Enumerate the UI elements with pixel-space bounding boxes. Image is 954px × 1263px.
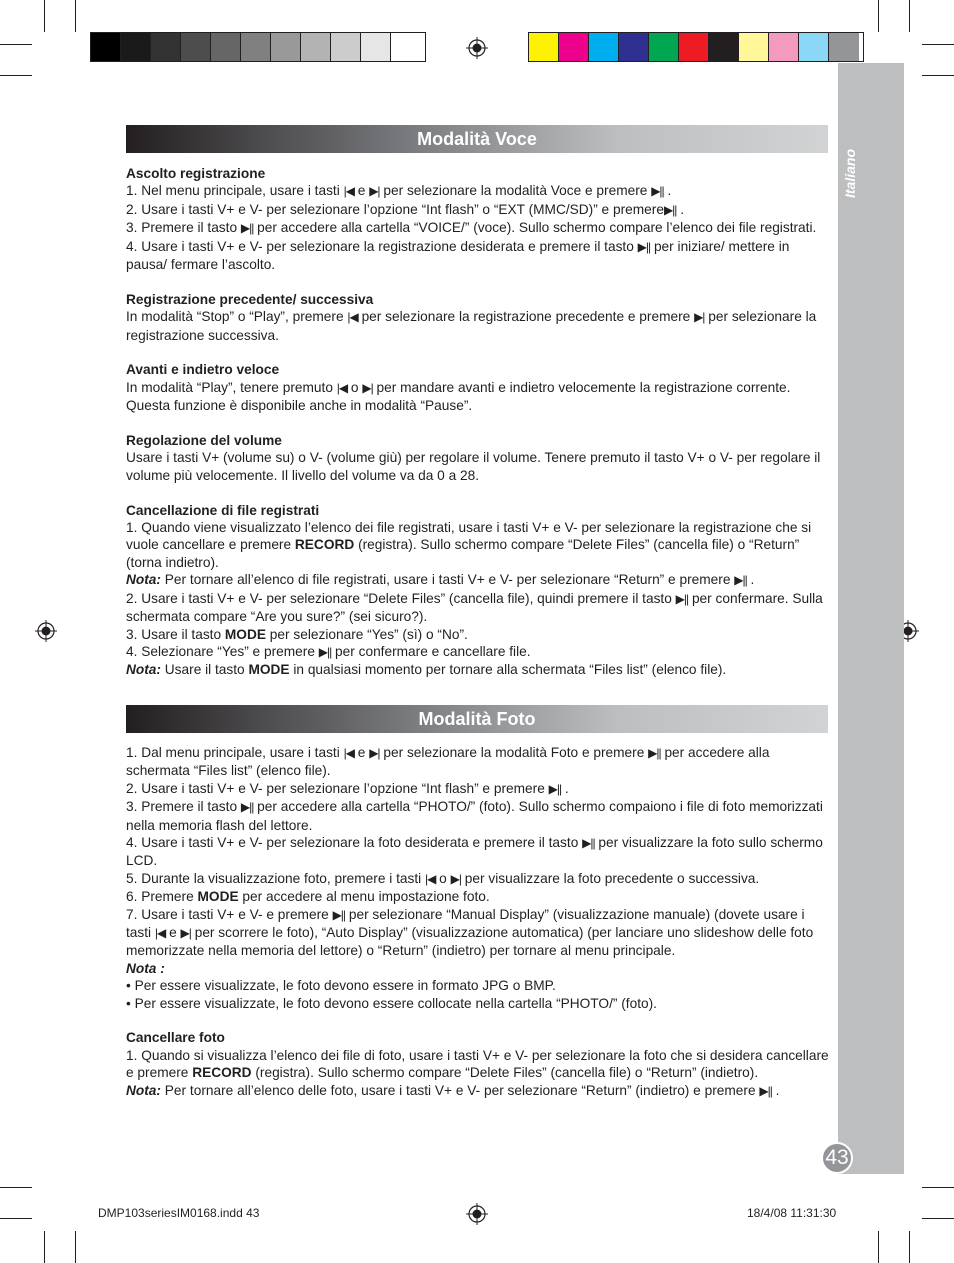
registration-mark-icon <box>35 620 57 642</box>
prev-track-icon: |◀ <box>154 926 166 941</box>
keyword: RECORD <box>294 537 355 553</box>
gray-swatch <box>271 33 301 61</box>
play-pause-icon: ▶|| <box>663 202 677 217</box>
section-header-voce <box>126 125 828 153</box>
keyword: MODE <box>224 626 266 642</box>
note <box>126 571 830 589</box>
play-pause-icon: ▶|| <box>759 1083 772 1098</box>
paragraph <box>126 590 830 626</box>
subheading: Cancellazione di file registrati <box>126 502 320 518</box>
next-track-icon: ▶| <box>450 871 461 886</box>
text: 1. Quando si visualizza l’elenco dei file di foto, usare i tasti V+ e V- per selezionare la foto che si desidera cancellare e premere <box>126 1047 829 1081</box>
play-pause-icon: ▶|| <box>240 221 254 236</box>
keyword: MODE <box>248 662 290 678</box>
crop-mark <box>909 0 910 32</box>
bullet-item: • Per essere visualizzate, le foto devono essere collocate nella cartella “PHOTO/” (foto). <box>126 995 657 1011</box>
crop-mark <box>878 0 879 32</box>
bullet-item: • Per essere visualizzate, le foto devono essere in formato JPG o BMP. <box>126 978 556 994</box>
crop-mark <box>0 44 32 45</box>
crop-mark <box>0 75 32 76</box>
paragraph <box>126 1047 830 1082</box>
prev-track-icon: |◀ <box>336 380 348 395</box>
text: 4. Selezionare “Yes” e premere <box>126 643 315 659</box>
gray-swatch <box>361 33 391 61</box>
play-pause-icon: ▶|| <box>637 239 651 254</box>
crop-mark <box>922 1218 954 1219</box>
color-swatch <box>709 33 739 61</box>
paragraph <box>126 182 830 200</box>
gray-swatch <box>301 33 331 61</box>
note-label: Nota : <box>126 960 165 976</box>
text: 1. Dal menu principale, usare i tasti <box>126 745 340 760</box>
crop-mark <box>878 1231 879 1263</box>
text: per accedere alla cartella “VOICE/” (voce). Sullo schermo compare l’elenco dei file registrati. <box>257 220 817 236</box>
keyword: MODE <box>197 889 239 905</box>
text: In modalità “Stop” o “Play”, premere <box>126 309 344 325</box>
text: per visualizzare la foto sullo schermo LCD. <box>126 835 823 869</box>
text: (registra). Sullo schermo compare “Delete Files” (cancella file) o “Return” (indietro). <box>255 1065 759 1081</box>
text: . <box>564 780 569 796</box>
text: (registra). Sullo schermo compare “Delete Files” (cancella file) o “Return” (torna indietro). <box>126 537 800 570</box>
crop-mark <box>922 1187 954 1188</box>
note-label: Nota: <box>126 662 161 678</box>
section-foto-content <box>126 744 830 1100</box>
color-swatch <box>799 33 829 61</box>
text: Per tornare all’elenco delle foto, usare i tasti V+ e V- per selezionare “Return” (indietro) e premere <box>164 1082 756 1098</box>
text: per selezionare la registrazione precedente e premere <box>361 309 691 325</box>
paragraph <box>126 744 830 780</box>
paragraph <box>126 888 830 905</box>
paragraph <box>126 798 830 834</box>
next-track-icon: ▶| <box>362 380 373 395</box>
play-pause-icon: ▶|| <box>240 800 254 815</box>
text: e <box>169 925 177 941</box>
footer-filename: DMP103seriesIM0168.indd 43 <box>98 1206 260 1220</box>
text: per iniziare/ mettere in pausa/ fermare l’ascolto. <box>126 238 790 273</box>
gray-swatch <box>181 33 211 61</box>
play-pause-icon: ▶|| <box>651 184 664 199</box>
prev-track-icon: |◀ <box>347 310 358 325</box>
paragraph <box>126 519 830 571</box>
paragraph <box>126 379 830 415</box>
text: per selezionare la modalità Voce e premere <box>383 183 648 199</box>
color-swatch <box>619 33 649 61</box>
text: per visualizzare la foto precedente o successiva. <box>464 870 760 886</box>
color-swatch <box>679 33 709 61</box>
text: o <box>350 379 359 395</box>
page-number: 43 <box>821 1142 853 1174</box>
text: 2. Usare i tasti V+ e V- per selezionare “Delete Files” (cancella file), quindi premere il tasto <box>126 590 672 606</box>
color-swatch <box>649 33 679 61</box>
paragraph <box>126 308 830 344</box>
text: 1. Quando viene visualizzato l’elenco dei file registrati, usare i tasti V+ e V- per selezionare la registrazione che si vuole cancellare e premere <box>126 520 812 553</box>
text: . <box>775 1082 780 1098</box>
color-swatch <box>589 33 619 61</box>
paragraph <box>126 780 830 798</box>
note <box>126 960 830 977</box>
gray-swatch <box>91 33 121 61</box>
paragraph <box>126 626 830 643</box>
note-label: Nota: <box>126 1082 161 1098</box>
subheading: Registrazione precedente/ successiva <box>126 291 374 307</box>
crop-mark <box>0 1218 32 1219</box>
text: 2. Usare i tasti V+ e V- per selezionare l’opzione “Int flash” e premere <box>126 780 545 796</box>
paragraph: Usare i tasti V+ (volume su) o V- (volume giù) per regolare il volume. Tenere premuto il tasto V+ o V- per regolare il volume più velocemente. Il livello del volume va da 0 a 28. <box>126 450 821 483</box>
crop-mark <box>44 0 45 32</box>
section-title: Modalità Foto <box>418 709 536 729</box>
paragraph <box>126 219 830 237</box>
text: per accedere alla schermata “Files list” (elenco file). <box>126 745 770 779</box>
play-pause-icon: ▶|| <box>675 591 689 606</box>
prev-track-icon: |◀ <box>343 746 354 760</box>
gray-swatch <box>391 33 421 61</box>
text: e <box>357 745 366 760</box>
text: 4. Usare i tasti V+ e V- per selezionare la registrazione desiderata e premere il tasto <box>126 238 634 254</box>
crop-mark <box>75 1231 76 1263</box>
text: per selezionare la registrazione successiva. <box>126 309 817 343</box>
keyword: RECORD <box>192 1065 252 1081</box>
text: . <box>680 201 685 217</box>
color-swatch <box>559 33 589 61</box>
text: per mandare avanti e indietro velocemente la registrazione corrente. Questa funzione è disponibile anche in modalità “Pause”. <box>126 379 791 414</box>
gray-swatch <box>241 33 271 61</box>
gray-swatch <box>211 33 241 61</box>
gray-swatch <box>331 33 361 61</box>
text: per accedere al menu impostazione foto. <box>242 889 490 905</box>
color-swatch <box>529 33 559 61</box>
text: per selezionare la modalità Foto e premere <box>383 745 645 760</box>
play-pause-icon: ▶|| <box>648 746 661 760</box>
grayscale-bar <box>90 32 426 62</box>
registration-mark-icon <box>466 37 488 59</box>
prev-track-icon: |◀ <box>425 871 436 886</box>
text: 3. Usare il tasto <box>126 626 222 642</box>
subheading: Ascolto registrazione <box>126 166 266 181</box>
play-pause-icon: ▶|| <box>734 573 747 588</box>
gray-swatch <box>151 33 181 61</box>
text: Usare il tasto <box>164 662 245 678</box>
crop-mark <box>922 44 954 45</box>
next-track-icon: ▶| <box>694 310 705 325</box>
note-label: Nota: <box>126 572 161 588</box>
text: 3. Premere il tasto <box>126 799 238 815</box>
paragraph <box>126 834 830 870</box>
gray-swatch <box>121 33 151 61</box>
text: per selezionare “Yes” (sì) o “No”. <box>269 626 468 642</box>
text: 6. Premere <box>126 889 194 905</box>
color-swatch <box>829 33 859 61</box>
text: . <box>750 572 755 588</box>
crop-mark <box>44 1231 45 1263</box>
subheading: Avanti e indietro veloce <box>126 362 280 378</box>
language-label: Italiano <box>842 148 858 198</box>
text: 2. Usare i tasti V+ e V- per selezionare l’opzione “Int flash” o “EXT (MMC/SD)” e premere <box>126 201 664 217</box>
text: per accedere alla cartella “PHOTO/” (foto). Sullo schermo compaiono i file di foto memorizzati nella memoria flash del lettore. <box>126 799 823 833</box>
crop-mark <box>922 75 954 76</box>
crop-mark <box>0 1187 32 1188</box>
paragraph <box>126 238 830 274</box>
text: in qualsiasi momento per tornare alla schermata “Files list” (elenco file). <box>293 662 727 678</box>
paragraph <box>126 906 830 960</box>
color-bar <box>528 32 864 62</box>
language-side-tab <box>838 63 904 1174</box>
crop-mark <box>909 1231 910 1263</box>
note <box>126 661 830 678</box>
text: per confermare e cancellare file. <box>335 643 531 659</box>
text: . <box>667 183 672 199</box>
next-track-icon: ▶| <box>369 746 380 760</box>
crop-mark <box>75 0 76 32</box>
text: 4. Usare i tasti V+ e V- per selezionare la foto desiderata e premere il tasto <box>126 835 579 851</box>
footer-date: 18/4/08 11:31:30 <box>747 1206 837 1220</box>
text: per scorrere le foto), “Auto Display” (visualizzazione automatica) (per lanciare uno slideshow delle foto memorizzate nella memoria del lettore) o “Return” (indietro) per tornare al menu principale. <box>126 925 814 959</box>
paragraph <box>126 201 830 219</box>
text: 3. Premere il tasto <box>126 220 238 236</box>
play-pause-icon: ▶|| <box>582 836 595 851</box>
text: 5. Durante la visualizzazione foto, premere i tasti <box>126 870 422 886</box>
registration-mark-icon <box>466 1203 488 1225</box>
play-pause-icon: ▶|| <box>332 907 346 922</box>
subheading: Cancellare foto <box>126 1030 225 1046</box>
section-title: Modalità Voce <box>417 129 537 149</box>
text: 7. Usare i tasti V+ e V- e premere <box>126 906 329 922</box>
play-pause-icon: ▶|| <box>548 781 562 796</box>
text: per confermare. Sulla schermata compare “Are you sure?” (sei sicuro?). <box>126 590 823 625</box>
next-track-icon: ▶| <box>369 184 380 199</box>
text: per selezionare “Manual Display” (visualizzazione manuale) (dovete usare i tasti <box>126 906 805 941</box>
prev-track-icon: |◀ <box>343 184 354 199</box>
color-swatch <box>739 33 769 61</box>
paragraph <box>126 643 830 661</box>
text: Per tornare all’elenco di file registrati, usare i tasti V+ e V- per selezionare “Return” e premere <box>164 572 731 588</box>
section-voce-content <box>126 165 830 679</box>
subheading: Regolazione del volume <box>126 433 282 449</box>
next-track-icon: ▶| <box>180 926 191 941</box>
play-pause-icon: ▶|| <box>318 644 332 659</box>
text: 1. Nel menu principale, usare i tasti <box>126 183 340 199</box>
color-swatch <box>769 33 799 61</box>
section-header-foto <box>126 705 828 733</box>
text: In modalità “Play”, tenere premuto <box>126 379 333 395</box>
note <box>126 1082 830 1100</box>
paragraph <box>126 870 830 888</box>
text: e <box>357 183 366 199</box>
text: o <box>439 870 447 886</box>
